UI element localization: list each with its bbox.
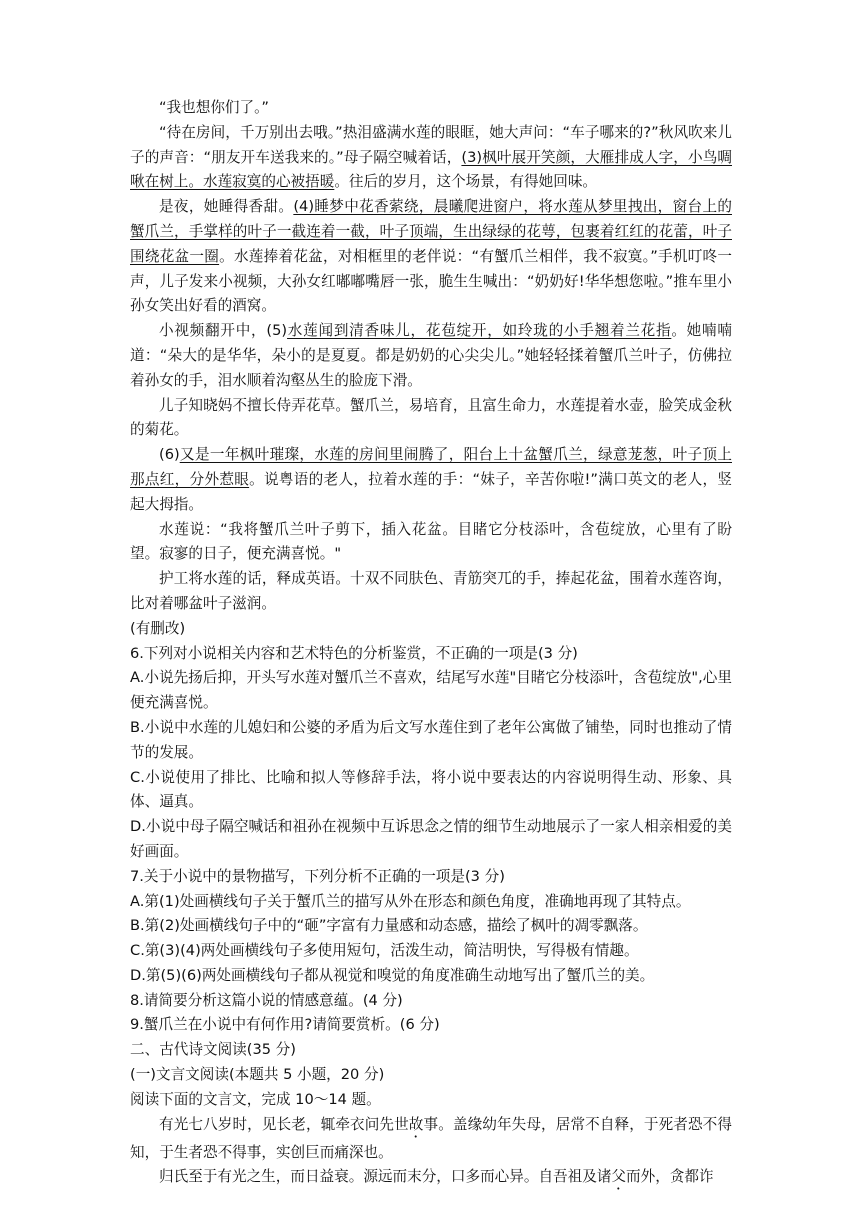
story-paragraph <box>130 319 732 393</box>
section-heading: 二、古代诗文阅读(35 分) <box>130 1041 296 1059</box>
underlined-sentence-3: (3)枫叶展开笑颜，大雁排成人字，小鸟啁啾在树上。水莲寂寞的心被捂暖 <box>130 148 732 191</box>
option-6b: B.小说中水莲的儿媳妇和公婆的矛盾为后文写水莲住到了老年公寓做了铺垫，同时也推动了情节的发展。 <box>130 718 732 761</box>
option-7d: D.第(5)(6)两处画横线句子都从视觉和嗅觉的角度准确生动地写出了蟹爪兰的美。 <box>130 966 655 984</box>
text-span: (6) <box>159 446 180 464</box>
question-7: 7.关于小说中的景物描写，下列分析不正确的一项是(3 分) <box>130 867 505 885</box>
text-span: 。往后的岁月，这个场景，有得她回味。 <box>334 173 598 191</box>
classical-paragraph <box>130 1165 732 1193</box>
option-7b: B.第(2)处画横线句子中的“砸”字富有力量感和动态感，描绘了枫叶的凋零飘落。 <box>130 917 648 935</box>
story-paragraph: “我也想你们了。” <box>159 99 269 116</box>
text-span: 有光七八岁时，见长老，辄牵衣问先世 <box>159 1115 409 1133</box>
text-span: “待在房间，千万别出去哦。”热泪盛满水莲的眼眶，她大声问：“车子哪来的?”秋风吹来儿子的声音：“朋友开车送我来的。”母子隔空喊着话， <box>130 123 732 166</box>
emphasized-character: 父 <box>611 1168 627 1186</box>
story-paragraph <box>130 443 732 517</box>
document-page <box>130 96 732 1193</box>
classical-paragraph <box>130 1113 732 1166</box>
question-9: 9.蟹爪兰在小说中有何作用?请简要赏析。(6 分) <box>130 1016 440 1034</box>
question-6: 6.下列对小说相关内容和艺术特色的分析鉴赏，不正确的一项是(3 分) <box>130 644 578 662</box>
text-span: 归氏至于有光之生，而日益衰。源远而末分，口多而心异。自吾祖及诸 <box>159 1168 612 1186</box>
text-span: 。说粤语的老人，拉着水莲的手：“妹子，辛苦你啦!”满口英文的老人，竖起大拇指。 <box>130 470 732 513</box>
underlined-sentence-5: 水莲闻到清香味儿，花苞绽开，如玲珑的小手翘着兰花指 <box>287 322 672 340</box>
story-paragraph <box>130 121 732 195</box>
story-paragraph <box>130 195 732 319</box>
option-7c: C.第(3)(4)两处画横线句子多使用短句，活泼生动，简洁明快，写得极有情趣。 <box>130 942 639 960</box>
emphasized-character: 故 <box>408 1115 424 1133</box>
text-span: 是夜，她睡得香甜。 <box>159 198 294 216</box>
story-paragraph: 儿子知晓妈不擅长侍弄花草。蟹爪兰，易培育，且富生命力，水莲提着水壶，脸笑成金秋的菊花。 <box>130 396 732 439</box>
option-6a: A.小说先扬后抑，开头写水莲对蟹爪兰不喜欢，结尾写水莲"目睹它分枝添叶，含苞绽放",心里便充满喜悦。 <box>130 669 732 712</box>
underlined-sentence-6: 又是一年枫叶璀璨，水莲的房间里闹腾了，阳台上十盆蟹爪兰，绿意茏葱，叶子顶上那点红，分外惹眼 <box>130 446 732 488</box>
option-7a: A.第(1)处画横线句子关于蟹爪兰的描写从外在形态和颜色角度，准确地再现了其特点。 <box>130 892 691 910</box>
text-span: 。她喃喃道：“朵大的是华华，朵小的是夏夏。都是奶奶的心尖尖儿。”她轻轻揉着蟹爪兰叶子，仿佛拉着孙女的手，泪水顺着沟壑丛生的脸庞下滑。 <box>130 322 732 389</box>
option-6d: D.小说中母子隔空喊话和祖孙在视频中互诉思念之情的细节生动地展示了一家人相亲相爱的美好画面。 <box>130 818 732 860</box>
text-span: 事。盖缘幼年失母，居常不自释，于死者恐不得知，于生者恐不得事，实创巨而痛深也。 <box>130 1115 732 1161</box>
story-paragraph: 护工将水莲的话，释成英语。十双不同肤色、青筋突兀的手，捧起花盆，围着水莲咨询，比对着哪盆叶子滋润。 <box>130 570 732 612</box>
instruction-text: 阅读下面的文言文，完成 10～14 题。 <box>130 1090 381 1108</box>
subsection-heading: (一)文言文阅读(本题共 5 小题，20 分) <box>130 1066 385 1084</box>
text-span: 而外，贪都诈 <box>626 1168 714 1186</box>
question-8: 8.请简要分析这篇小说的情感意蕴。(4 分) <box>130 991 403 1009</box>
edit-note: (有删改) <box>130 619 186 637</box>
option-6c: C.小说使用了排比、比喻和拟人等修辞手法，将小说中要表达的内容说明得生动、形象、具体、逼真。 <box>130 768 732 811</box>
underlined-sentence-4: (4)睡梦中花香萦绕，晨曦爬进窗户，将水莲从梦里拽出，窗台上的蟹爪兰，手掌样的叶子一截连着一截，叶子顶端，生出绿绿的花萼，包裹着红红的花蕾，叶子围绕花盆一圈 <box>130 198 732 265</box>
text-span: 小视频翻开中，(5) <box>159 322 288 340</box>
text-span: 。水莲捧着花盆，对相框里的老伴说：“有蟹爪兰相伴，我不寂寞。”手机叮咚一声，儿子发来小视频，大孙女红嘟嘟嘴唇一张，脆生生喊出：“奶奶好!华华想您啦。”推车里小孙女笑出好看的酒窝。 <box>130 247 732 315</box>
story-paragraph: 水莲说：“我将蟹爪兰叶子剪下，插入花盆。目睹它分枝添叶，含苞绽放，心里有了盼望。寂寥的日子，便充满喜悦。" <box>130 520 732 563</box>
